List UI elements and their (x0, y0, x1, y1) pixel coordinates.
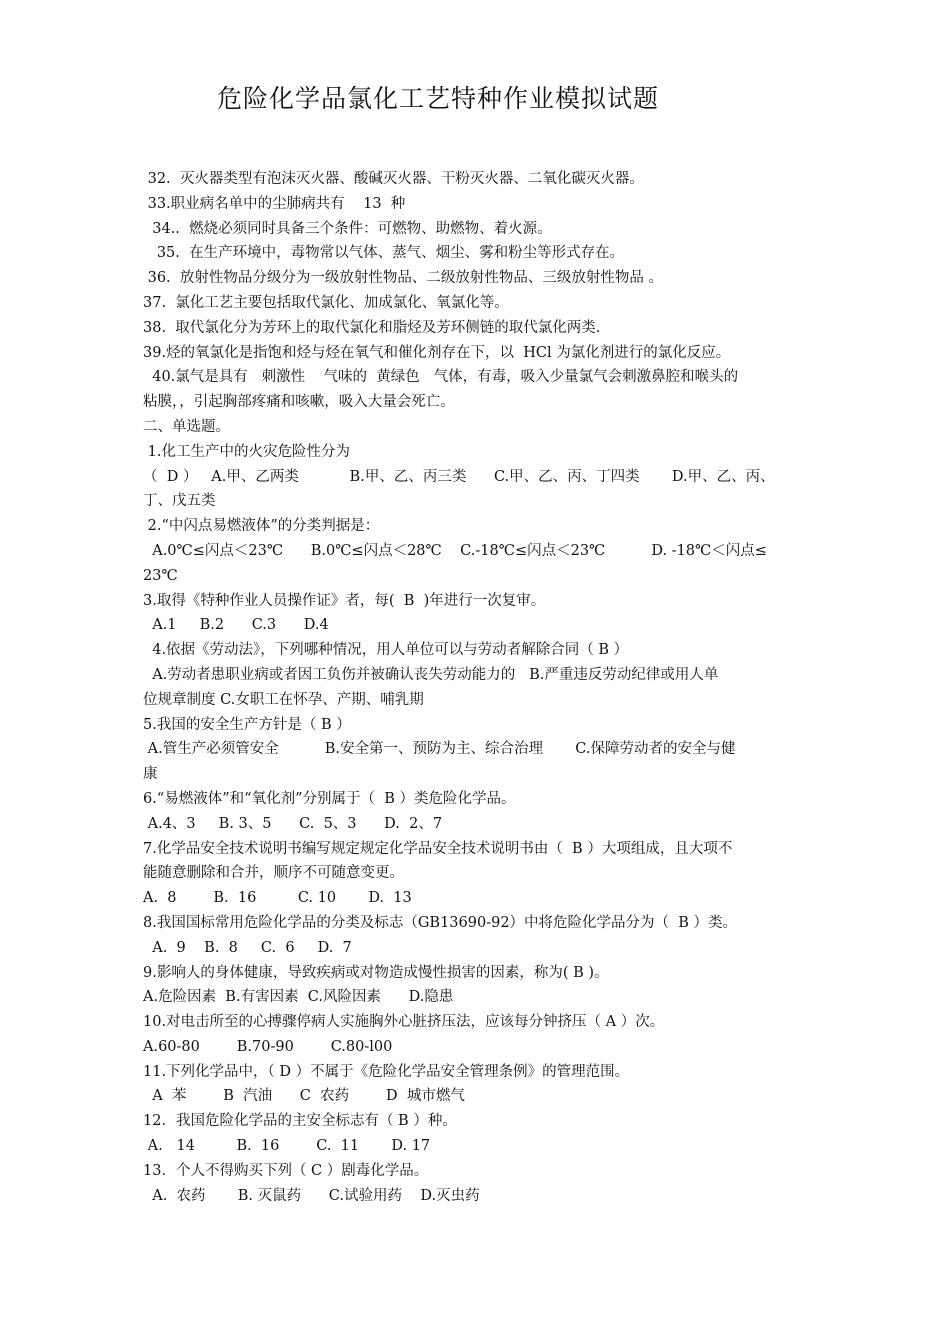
text-line: 40.氯气是具有 刺激性 气味的 黄绿色 气体，有毒，吸入少量氯气会刺激鼻腔和喉头的 (143, 369, 739, 386)
text-line: 3.取得《特种作业人员操作证》者，每( B )年进行一次复审。 (143, 592, 546, 609)
text-line: 8.我国国标常用危险化学品的分类及标志（GB13690-92）中将危险化学品分为（ B ）类。 (143, 914, 738, 931)
text-line: 23℃ (143, 567, 178, 584)
text-line: 位规章制度 C.女职工在怀孕、产期、哺乳期 (143, 691, 424, 708)
text-line: 32. 灭火器类型有泡沫灭火器、酸碱灭火器、干粉灭火器、二氧化碳灭火器。 (143, 171, 644, 187)
page-title: 危险化学品氯化工艺特种作业模拟试题 (216, 84, 659, 113)
text-line: A. 8 B. 16 C. 10 D. 13 (143, 890, 412, 907)
text-line: A. 农药 B. 灭鼠药 C.试验用药 D.灭虫药 (143, 1187, 480, 1204)
text-line: 康 (143, 766, 158, 783)
text-line: 38. 取代氯化分为芳环上的取代氯化和脂烃及芳环侧链的取代氯化两类. (143, 319, 601, 336)
text-line: 36. 放射性物品分级分为一级放射性物品、二级放射性物品、三级放射性物品 。 (143, 270, 663, 287)
text-line: 34.. 燃烧必须同时具备三个条件：可燃物、助燃物、着火源。 (143, 220, 552, 237)
text-line: 粘膜，，引起胸部疼痛和咳嗽，吸入大量会死亡。 (143, 394, 455, 411)
text-line: 33.职业病名单中的尘肺病共有 13 种 (143, 195, 406, 212)
text-line: A.1 B.2 C.3 D.4 (143, 617, 329, 634)
text-line: 5.我国的安全生产方针是（ B ） (143, 716, 351, 733)
text-line: 13．个人不得购买下列（ C ）剧毒化学品。 (143, 1162, 429, 1179)
text-line: 能随意删除和合并，顺序不可随意变更。 (143, 865, 404, 882)
text-line: 11.下列化学品中，（ D ）不属于《危险化学品安全管理条例》的管理范围。 (143, 1063, 630, 1080)
text-line: A.0℃≤闪点＜23℃ B.0℃≤闪点＜28℃ C.-18℃≤闪点＜23℃ D. -18℃＜闪点≤ (143, 542, 767, 559)
text-line: 7.化学品安全技术说明书编写规定规定化学品安全技术说明书由（ B ）大项组成，且大项不 (143, 840, 733, 857)
text-line: 1.化工生产中的火灾危险性分为 (143, 443, 350, 460)
text-line: 37. 氯化工艺主要包括取代氯化、加成氯化、氧氯化等。 (143, 294, 509, 311)
section-heading: 二、单选题。 (143, 418, 230, 435)
text-line: A. 14 B. 16 C. 11 D. 17 (143, 1138, 431, 1155)
question-list (143, 167, 811, 1208)
text-line: （ D ） A.甲、乙两类 B.甲、乙、丙三类 C.甲、乙、丙、丁四类 D.甲、乙、丙、 (143, 468, 775, 485)
text-line: 35. 在生产环境中，毒物常以气体、蒸气、烟尘、雾和粉尘等形式存在。 (143, 245, 625, 262)
text-line: A.危险因素 B.有害因素 C.风险因素 D.隐患 (143, 989, 454, 1006)
text-line: A.4、3 B. 3、5 C. 5、3 D. 2、7 (143, 815, 443, 832)
text-line: 6.“易燃液体”和“氧化剂”分别属于（ B ）类危险化学品。 (143, 790, 516, 807)
text-line: 丁、戊五类 (143, 493, 216, 510)
text-line: 10.对电击所至的心搏骤停病人实施胸外心脏挤压法，应该每分钟挤压（ A ）次。 (143, 1014, 665, 1031)
text-line: 12．我国危险化学品的主安全标志有（ B ）种。 (143, 1113, 457, 1130)
text-line: 4.依据《劳动法》，下列哪种情况，用人单位可以与劳动者解除合同（ B ） (143, 642, 629, 659)
text-line: A.60-80 B.70-90 C.80-l00 (143, 1038, 393, 1055)
text-line: A.管生产必须管安全 B.安全第一、预防为主、综合治理 C.保障劳动者的安全与健 (143, 741, 736, 758)
text-line: 9.影响人的身体健康，导致疾病或对物造成慢性损害的因素，称为( B )。 (143, 964, 609, 981)
text-line: A 苯 B 汽油 C 农药 D 城市燃气 (143, 1088, 465, 1105)
text-line: A.劳动者患职业病或者因工负伤并被确认丧失劳动能力的 B.严重违反劳动纪律或用人单 (143, 666, 719, 683)
text-line: 39.烃的氧氯化是指饱和烃与烃在氧气和催化剂存在下，以 HCl 为氯化剂进行的氯化反应。 (143, 344, 731, 361)
text-line: A. 9 B. 8 C. 6 D. 7 (143, 939, 352, 956)
text-line: 2.“中闪点易燃液体”的分类判据是： (143, 518, 380, 535)
